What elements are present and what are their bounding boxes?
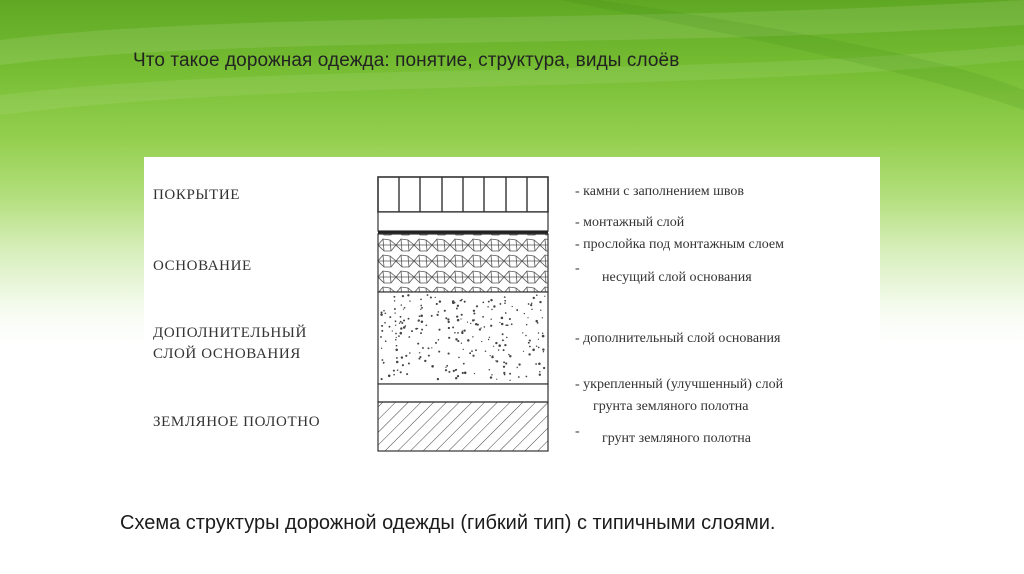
desc-subgrade: грунт земляного полотна — [602, 431, 752, 446]
desc-mounting: - монтажный слой — [575, 215, 685, 230]
improved-soil-layer — [378, 384, 548, 402]
desc-improved-line1: - укрепленный (улучшенный) слой — [575, 377, 784, 392]
pavement-structure-diagram — [144, 157, 880, 475]
layer-label-pokrytie: ПОКРЫТИЕ — [153, 187, 241, 203]
slide-caption: Схема структуры дорожной одежды (гибкий тип) с типичными слоями. — [120, 512, 776, 534]
layer-label-osnovanie: ОСНОВАНИЕ — [153, 258, 252, 274]
desc-interlayer: - прослойка под монтажным слоем — [575, 237, 784, 252]
subgrade-layer — [378, 402, 548, 451]
slide-title: Что такое дорожная одежда: понятие, структура, виды слоёв — [133, 50, 680, 71]
layer-label-zemlyanoe: ЗЕМЛЯНОЕ ПОЛОТНО — [153, 414, 321, 430]
layer-label-dop-line2: СЛОЙ ОСНОВАНИЯ — [153, 346, 301, 362]
desc-dash-1: - — [575, 261, 580, 276]
additional-base-layer — [378, 292, 548, 384]
mounting-layer — [378, 212, 548, 231]
desc-additional: - дополнительный слой основания — [575, 331, 781, 346]
desc-stones: - камни с заполнением швов — [575, 184, 745, 199]
layer-label-dop-line1: ДОПОЛНИТЕЛЬНЫЙ — [153, 325, 307, 341]
desc-bearing: несущий слой основания — [602, 270, 752, 285]
desc-dash-2: - — [575, 424, 580, 439]
bearing-base-layer — [378, 234, 548, 292]
paving-stones-layer — [378, 177, 548, 212]
desc-improved-line2: грунта земляного полотна — [593, 399, 749, 414]
